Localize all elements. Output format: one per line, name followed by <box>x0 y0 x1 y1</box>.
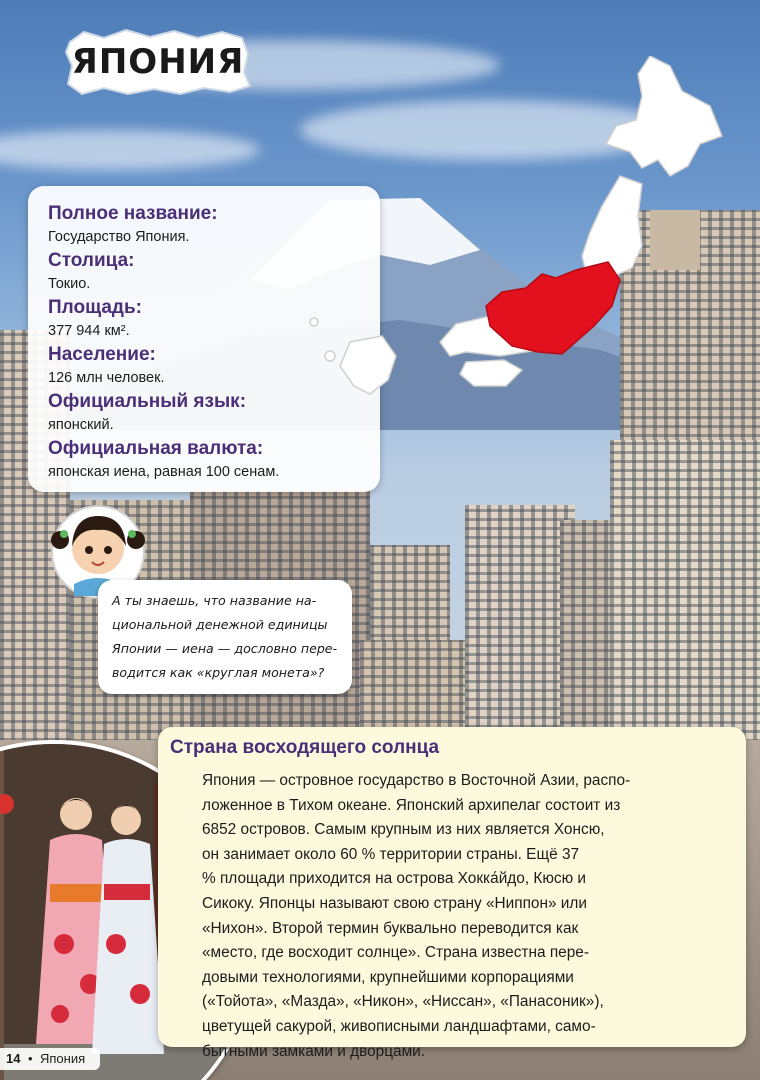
central-honshu-highlight <box>486 262 620 354</box>
article-line: ложенное в Тихом океане. Японский архипелаг состоит из <box>202 796 621 814</box>
fact-value-language: японский. <box>48 417 114 433</box>
hokkaido-island <box>606 56 722 176</box>
page-footer <box>0 1048 100 1070</box>
article-line: Сикоку. Японцы называют свою страну «Ниппон» или <box>202 894 587 912</box>
article-body <box>202 769 722 1064</box>
fact-label-currency: Официальная валюта: <box>48 438 264 459</box>
article-line: довыми технологиями, крупнейшими корпорациями <box>202 968 574 986</box>
page-number: 14 <box>6 1051 21 1066</box>
building <box>610 440 760 760</box>
small-island <box>325 351 335 361</box>
article-panel <box>158 727 746 1060</box>
article-line: цветущей сакурой, живописными ландшафтами, само- <box>202 1017 596 1035</box>
article-line: («Тойота», «Мазда», «Никон», «Ниссан», «Панасоник»), <box>202 993 604 1011</box>
fact-value-capital: Токио. <box>48 276 91 292</box>
fact-label-population: Население: <box>48 344 156 365</box>
footer-separator: • <box>28 1051 33 1066</box>
shikoku-island <box>460 360 522 386</box>
fact-label-capital: Столица: <box>48 250 135 271</box>
section-title: Страна восходящего солнца <box>170 737 440 758</box>
speech-line: Японии — иена — дословно пере- <box>112 641 338 656</box>
page-title: ЯПОНИЯ <box>71 42 245 82</box>
fact-label-language: Официальный язык: <box>48 391 247 412</box>
fact-value-population: 126 млн человек. <box>48 370 165 386</box>
title-badge <box>64 28 252 96</box>
footer-section-name: Япония <box>40 1051 86 1066</box>
article-line: Япония — островное государство в Восточной Азии, распо- <box>202 772 631 789</box>
speech-line: А ты знаешь, что название на- <box>112 593 317 608</box>
kyushu-island <box>340 336 396 394</box>
fact-label-full-name: Полное название: <box>48 203 218 224</box>
fact-value-area: 377 944 км². <box>48 323 130 339</box>
article-line: «место, где восходит солнце». Страна известна пере- <box>202 944 589 962</box>
article-line: 6852 островов. Самым крупным из них является Хонсю, <box>202 821 605 839</box>
speech-line: циональной денежной единицы <box>112 617 328 632</box>
speech-text <box>112 589 344 685</box>
japan-map <box>290 56 730 396</box>
speech-bubble <box>98 580 352 694</box>
article-line: % площади приходится на острова Хокка́йдо, Кюсю и <box>202 870 586 888</box>
article-line: он занимает около 60 % территории страны. Ещё 37 <box>202 845 580 863</box>
fact-value-currency: японская иена, равная 100 сенам. <box>48 464 280 480</box>
small-island <box>310 318 318 326</box>
speech-line: водится как «круглая монета»? <box>112 665 325 680</box>
fact-label-area: Площадь: <box>48 297 142 318</box>
article-line: бытными замками и дворцами. <box>202 1042 426 1060</box>
article-line: «Нихон». Второй термин буквально переводится как <box>202 919 579 937</box>
building <box>465 505 575 755</box>
fact-value-full-name: Государство Япония. <box>48 229 190 245</box>
